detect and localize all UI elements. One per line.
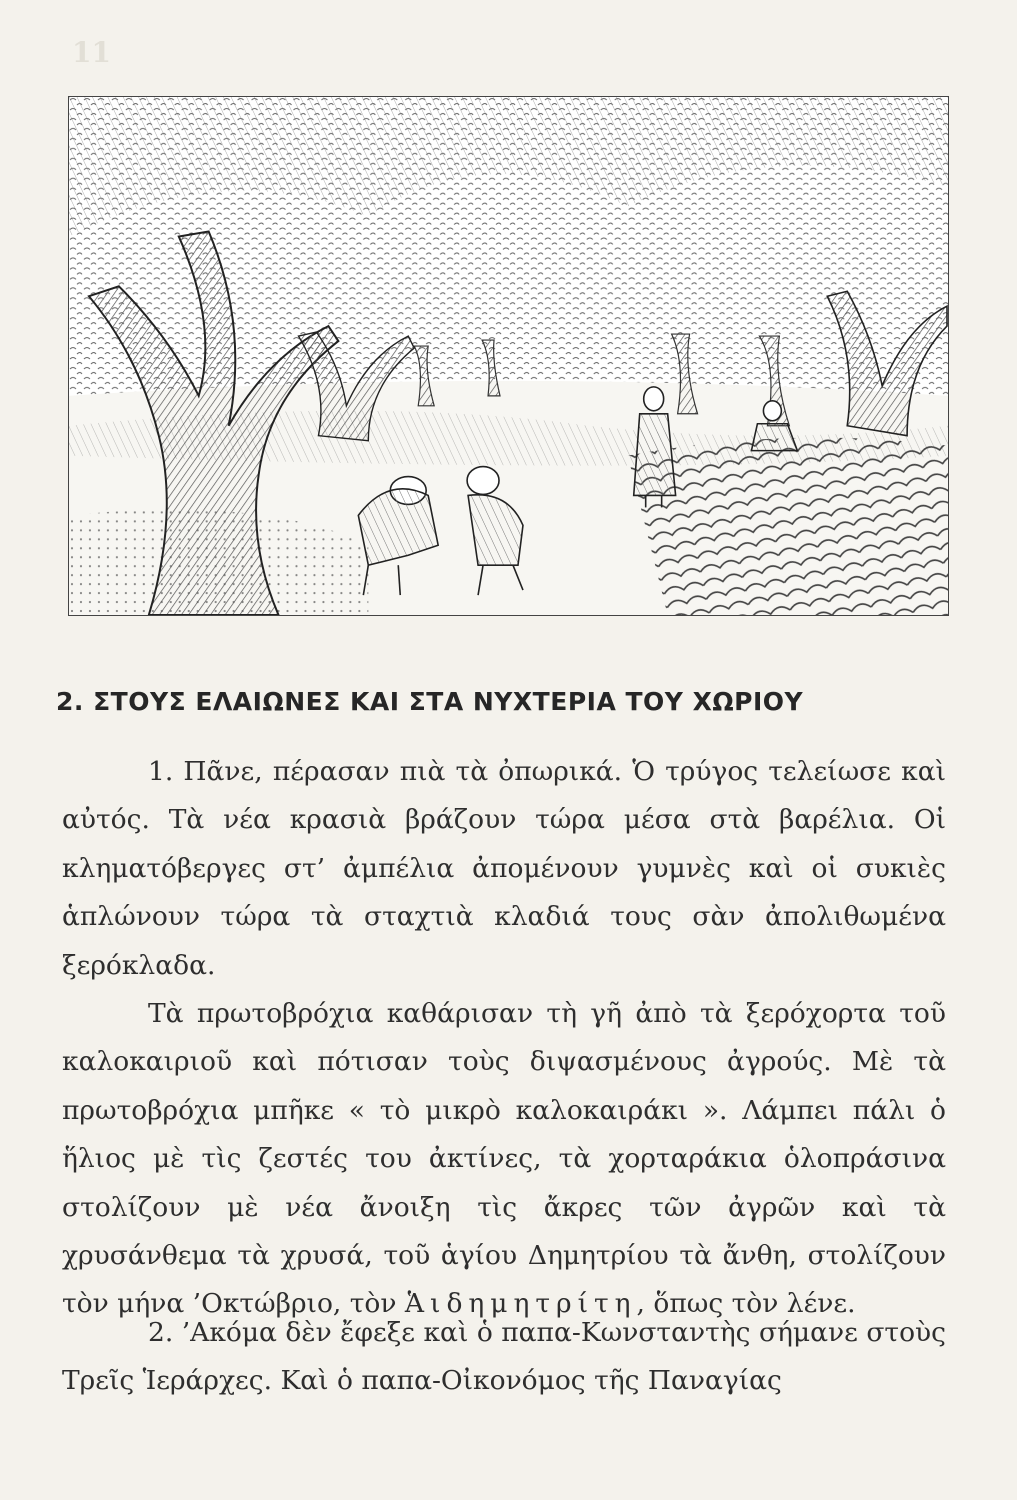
paragraph-text: , ὅπως τὸν λένε. — [636, 1288, 856, 1320]
paragraph — [62, 990, 946, 1329]
page-number: 11 — [72, 36, 111, 69]
paragraph: 1. Πᾶνε, πέρασαν πιὰ τὰ ὀπωρικά. Ὁ τρύγος τελείωσε καὶ αὐτός. Τὰ νέα κρασιὰ βράζουν τώρα μέσα στὰ βαρέλια. Οἱ κληματόβεργες στ’ ἀμπέλια ἀπομένουν γυμνὲς καὶ οἱ συκιὲς ἁπλώνουν τώρα τὰ σταχτιὰ κλαδιά τους σὰν ἀπολιθωμένα ξερόκλαδα. — [62, 756, 946, 981]
section-heading: 2. ΣΤΟΥΣ ΕΛΑΙΩΝΕΣ ΚΑΙ ΣΤΑ ΝΥΧΤΕΡΙΑ ΤΟΥ ΧΩΡΙΟΥ — [56, 687, 804, 716]
spaced-word: Ἁιδημητρίτη — [404, 1288, 637, 1320]
body-text-continued — [62, 1309, 946, 1406]
body-text — [62, 748, 946, 1329]
olive-grove-illustration — [68, 96, 949, 616]
paragraph-text: Τὰ πρωτοβρόχια καθάρισαν τὴ γῆ ἀπὸ τὰ ξερόχορτα τοῦ καλοκαιριοῦ καὶ πότισαν τοὺς διψασμένους ἀγρούς. Μὲ τὰ πρωτοβρόχια μπῆκε « τὸ μικρὸ καλοκαιράκι ». Λάμπει πάλι ὁ ἥλιος μὲ τὶς ζεστές του ἀκτίνες, τὰ χορταράκια ὁλοπράσινα στολίζουν μὲ νέα ἄνοιξη τὶς ἄκρες τῶν ἀγρῶν καὶ τὰ χρυσάνθεμα τὰ χρυσά, τοῦ ἁγίου Δημητρίου τὰ ἄνθη, στολίζουν τὸν μήνα ’Οκτώβριο, τὸν — [62, 998, 946, 1320]
paragraph: 2. ’Ακόμα δὲν ἔφεξε καὶ ὁ παπα-Κωνσταντὴς σήμανε στοὺς Τρεῖς Ἱεράρχες. Καὶ ὁ παπα-Οἰκονόμος τῆς Παναγίας — [62, 1317, 946, 1397]
